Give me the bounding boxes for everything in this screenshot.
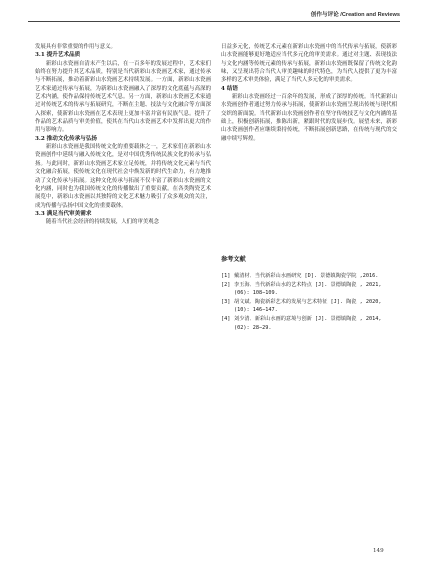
reference-number: [2] (221, 281, 231, 288)
reference-item (221, 315, 397, 332)
reference-item (221, 298, 397, 315)
body-paragraph: 新彩山水瓷画是我国传统文化的重要载体之一，艺术家们在新彩山水瓷画创作中延续与融入传统文化，是对中国优秀传统民族文化的传承与弘扬。与此同时，新彩山水瓷画艺术家立足传统，并将传统文化元素与当代文化融合拓展，使传统文化在现代社会中焕发新的时代生命力，有力地推动了文化传承与拓展。这种文化传承与拓展不仅丰富了新彩山水瓷画的文化内涵，同时也为我国传统文化的传播做出了重要贡献。在各类陶瓷艺术展览中，新彩山水瓷画以其独特的文化艺术魅力吸引了众多观众的关注，成为传播与弘扬中国文化的重要载体。 (35, 144, 211, 209)
reference-item (221, 281, 397, 298)
reference-number: [3] (221, 298, 231, 305)
body-paragraph: 日益多元化，传统艺术元素在新彩山水瓷画中的当代传承与拓展，使新彩山水瓷画能够更好地适应当代多元化的审美需求。通过对主题、表现技法与文化内涵等传统元素的传承与拓展，新彩山水瓷画既保留了传统文化韵味，又呈现出符合当代人审美趣味的时代特色，为当代人提供了更为丰富多样的艺术审美体验，满足了当代人多元化的审美需求。 (221, 44, 397, 84)
section-heading: 3.1 提升艺术品质 (35, 52, 81, 59)
reference-text: 胡文斌．陶瓷新彩艺术的发展与艺术特征 [J]. 陶瓷 , 2020, (10): 146−147. (234, 298, 382, 314)
references-list (221, 272, 397, 332)
header-rule (28, 21, 400, 22)
reference-number: [1] (221, 273, 231, 279)
page-number: 149 (373, 548, 384, 554)
reference-text: 李玉海．当代新彩山水的艺术特点 [J]. 景德镇陶瓷 , 2021, (06): 108−109. (234, 281, 382, 297)
section-heading: 3.3 满足当代审美需求 (35, 210, 92, 217)
body-paragraph: 随着当代社会经济的持续发展，人们的审美观念 (45, 219, 160, 226)
reference-number: [4] (221, 315, 231, 322)
section-heading: 3.2 推动文化传承与弘扬 (35, 135, 98, 142)
reference-text: 戴清材．当代新彩山水画研究 [D]. 景德镇陶瓷学院 ,2016. (234, 273, 379, 279)
references-title: 参考文献 (221, 256, 246, 263)
body-paragraph: 发展具有非常重要的作用与意义。 (35, 44, 116, 50)
section-heading: 4 结语 (221, 85, 239, 92)
journal-header: 创作与评论 /Creation and Reviews (310, 12, 400, 18)
body-paragraph: 新彩山水瓷画经过一百余年的发展，形成了深厚的传统。当代新彩山水瓷画创作者通过努力传承与拓展，使新彩山水瓷画呈现出传统与现代相交织的新面貌。当代新彩山水瓷画创作者在坚守传统技艺与文化内涵的基础上，积极创新拓展，推陈出新，紧跟时代的发展步伐。展望未来，新彩山水瓷画创作者应继续秉持传统，不断拓展创新思路，在传统与现代的交融中续写辉煌。 (221, 94, 397, 142)
right-column (221, 43, 397, 143)
reference-text: 刘少清．新彩山水画的意境与创新 [J]. 景德镇陶瓷 , 2014, (02): 28−29. (234, 315, 382, 331)
left-column (35, 43, 211, 227)
body-paragraph: 新彩山水瓷画自清末产生以后，在一百多年的发展过程中，艺术家们始终在努力提升其艺术品质，特别是当代新彩山水瓷画艺术家，通过传承与不断拓展，推动着新彩山水瓷画艺术持续发展。一方面，新彩山水瓷画艺术家通过传承与拓展，为新彩山水瓷画融入了深厚的文化底蕴与高深的艺术内涵，使作品保持传统艺术气息。另一方面，新彩山水瓷画艺术家通过对传统艺术的传承与拓展研究，不断在主题、技法与文化融合等方面深入探索，使新彩山水瓷画在艺术表现上更加丰富并富有民族气息。提升了作品的艺术品质与审美价值，使其在当代山水瓷画艺术中发挥出更大的作用与影响力。 (35, 60, 211, 134)
reference-item (221, 272, 397, 281)
